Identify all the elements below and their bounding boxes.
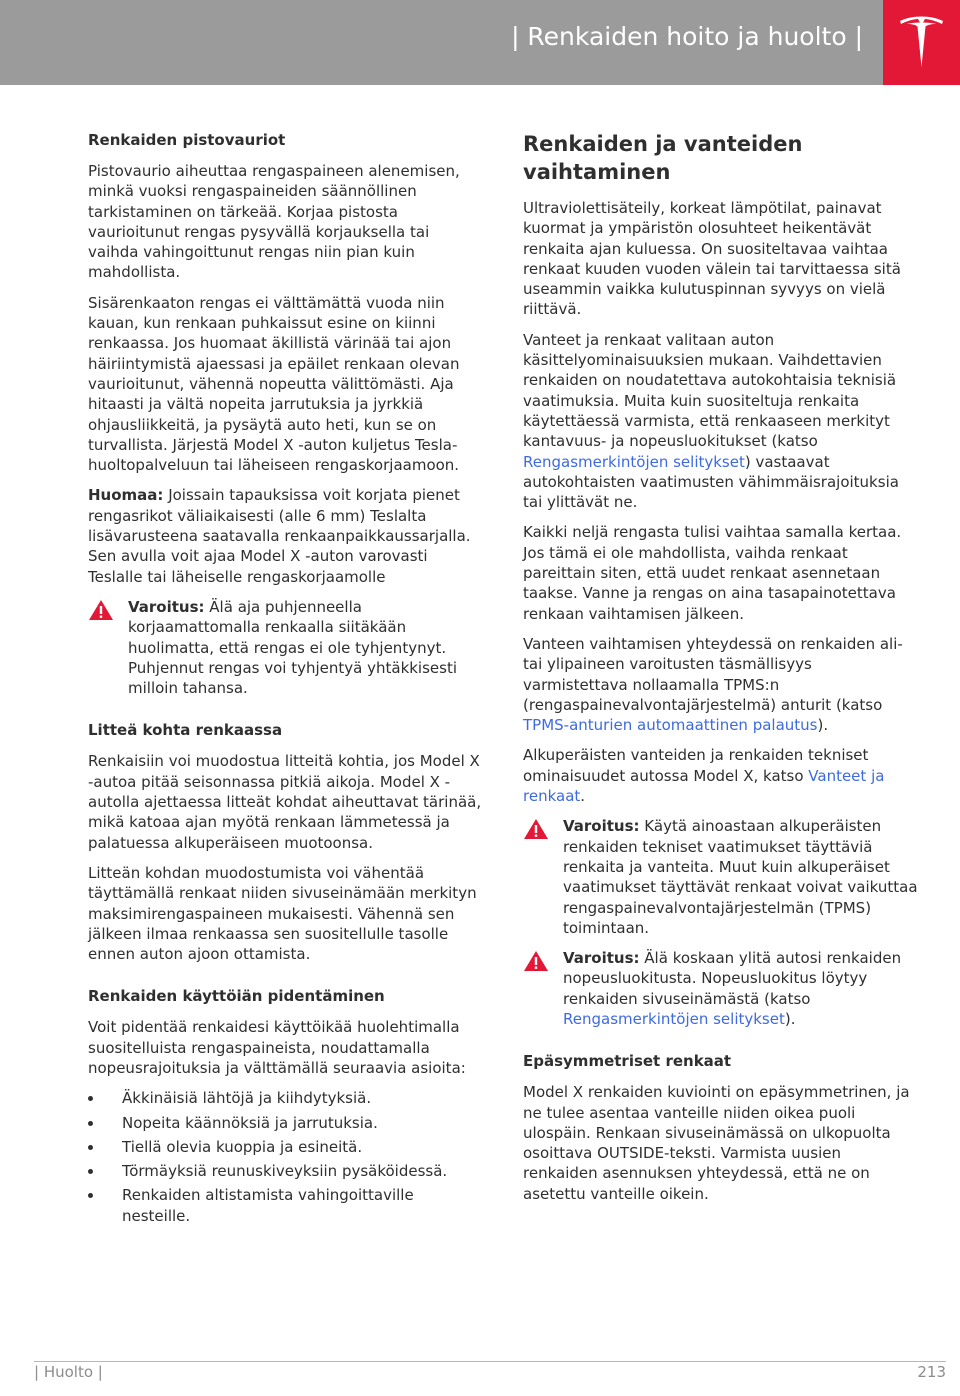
warning-text — [128, 597, 482, 698]
warning-body: Käytä ainoastaan alkuperäisten renkaiden tekniset vaatimukset täyttäviä renkaita ja vanteita. Muut kuin alkuperäiset vaatimukset täyttävät renkaat voivat vaikuttaa rengaspainevalvontajärjestelmän (TPMS) toimintaan. — [563, 817, 918, 937]
paragraph: Pistovaurio aiheuttaa rengaspaineen alenemisen, minkä vuoksi rengaspaineiden säännöllinen tarkistaminen on tärkeää. Korjaa pistosta vaurioitunut rengas pysyvällä korjauksella tai vaihda vahingoittunut rengas niin pian kuin mahdollista. — [88, 162, 460, 282]
section-heading-puncture: Renkaiden pistovauriot — [88, 131, 286, 149]
warning-triangle-icon — [523, 950, 549, 972]
bullet-list — [88, 1088, 482, 1226]
warning-block — [523, 948, 918, 1029]
tesla-logo-icon — [898, 15, 945, 69]
text-span: ). — [784, 1009, 796, 1028]
page-header-title: | Renkaiden hoito ja huolto | — [511, 22, 863, 51]
warning-body: Älä aja puhjenneella korjaamattomalla renkaalla siitäkään huolimatta, että rengas ei ole tyhjentynyt. Puhjennut rengas voi tyhjentyä yhtäkkisesti milloin tahansa. — [128, 597, 458, 698]
footer-divider — [34, 1361, 946, 1362]
footer-section-label: | Huolto | — [34, 1363, 103, 1381]
list-item: Törmäyksiä reunuskiveyksiin pysäköidessä. — [88, 1161, 482, 1181]
section-heading-asymmetric: Epäsymmetriset renkaat — [523, 1052, 732, 1071]
text-span: ). — [817, 716, 829, 735]
page-number: 213 — [917, 1363, 946, 1381]
warning-label: Varoitus: — [563, 817, 640, 836]
section-heading-flat-spot: Litteä kohta renkaassa — [88, 721, 283, 740]
warning-body: Älä koskaan ylitä autosi renkaiden nopeusluokitusta. Nopeusluokitus löytyy renkaiden sivuseinämästä (katso — [563, 949, 902, 1008]
section-heading-replacing: Renkaiden ja vanteiden vaihtaminen — [523, 132, 803, 184]
list-item: Tiellä olevia kuoppia ja esineitä. — [88, 1137, 482, 1157]
paragraph: Sisärenkaaton rengas ei välttämättä vuoda niin kauan, kun renkaan puhkaissut esine on kiinni renkaassa. Jos huomaat äkillistä värinää tai ajon häiriintymistä ajaessasi ja epäilet renkaan olevan vaurioitunut, vähennä nopeutta välittömästi. Aja hitaasti ja vältä nopeita jarrutuksia ja jyrkkiä ohjausliikkeitä, ja pysäytä auto heti, kun se on turvallista. Järjestä Model X -auton kuljetus Tesla-huoltopalveluun tai läheiseen rengaskorjaamoon. — [88, 293, 460, 475]
list-item: Nopeita käännöksiä ja jarrutuksia. — [88, 1113, 482, 1133]
list-item: Renkaiden altistamista vahingoittaville nesteille. — [88, 1185, 482, 1226]
paragraph: Litteän kohdan muodostumista voi vähentää täyttämällä renkaat niiden sivuseinämään merkityn maksimirengaspaineen mukaisesti. Vähennä sen jälkeen ilmaa renkaassa sen suositellulle tasolle ennen auton ajoon ottamista. — [88, 863, 477, 964]
list-item: Äkkinäisiä lähtöjä ja kiihdytyksiä. — [88, 1088, 482, 1108]
warning-label: Varoitus: — [563, 949, 640, 968]
section-heading-tire-life: Renkaiden käyttöiän pidentäminen — [88, 987, 385, 1006]
warning-block — [88, 597, 482, 698]
page-header-bar — [0, 0, 883, 85]
link-tire-markings[interactable]: Rengasmerkintöjen selitykset — [523, 452, 745, 471]
warning-label: Varoitus: — [128, 597, 205, 616]
brand-logo — [883, 0, 960, 85]
text-span: Vanteet ja renkaat valitaan auton käsittelyominaisuuksien mukaan. Vaihdettavien renkaiden on noudatettava autokohtaisia teknisiä vaatimuksia. Muita kuin suositeltuja renkaita käytettäessä varmista, että renkaaseen merkityt kantavuus- ja nopeusluokitukset (katso — [523, 330, 897, 451]
text-span: Alkuperäisten vanteiden ja renkaiden tekniset ominaisuudet autossa Model X, katso — [523, 746, 869, 785]
note-label: Huomaa: — [88, 486, 164, 505]
warning-text — [563, 816, 918, 938]
link-tire-markings[interactable]: Rengasmerkintöjen selitykset — [563, 1009, 785, 1028]
text-span: Vanteen vaihtamisen yhteydessä on renkaiden ali- tai ylipaineen varoitusten täsmällisyys varmistettava nollaamalla TPMS:n (rengaspainevalvontajärjestelmä) anturit (katso — [523, 634, 903, 714]
link-wheels-tires[interactable]: Vanteet ja renkaat — [523, 766, 885, 806]
right-column — [523, 130, 918, 1214]
note-text: Joissain tapauksissa voit korjata pienet rengasrikot väliaikaisesti (alle 6 mm) Teslalta lisävarusteena saatavalla renkaanpaikkaussarjalla. Sen avulla voit ajaa Model X -auton varovasti Teslalle tai läheiselle rengaskorjaamolle — [88, 486, 471, 586]
left-column — [88, 130, 482, 1230]
paragraph: Model X renkaiden kuviointi on epäsymmetrinen, ja ne tulee asentaa vanteille niiden oikea puoli ulospäin. Renkaan sivuseinämässä on ulkopuolta osoittava OUTSIDE-teksti. Varmista uusien renkaiden asennuksen yhteydessä, että ne on asetettu vanteille oikein. — [523, 1083, 910, 1203]
paragraph: Voit pidentää renkaidesi käyttöikää huolehtimalla suositelluista rengaspaineista, noudattamalla nopeusrajoituksia ja välttämällä seuraavia asioita: — [88, 1018, 466, 1077]
text-span: . — [580, 787, 586, 806]
warning-text — [563, 948, 918, 1029]
paragraph — [523, 745, 918, 806]
warning-triangle-icon — [88, 599, 114, 621]
link-tpms-reset[interactable]: TPMS-anturien automaattinen palautus — [523, 716, 818, 735]
note-paragraph — [88, 485, 482, 586]
text-span: ) vastaavat autokohtaisten vaatimusten vähimmäisrajoituksia tai ylittävät ne. — [523, 452, 899, 512]
paragraph: Kaikki neljä rengasta tulisi vaihtaa samalla kertaa. Jos tämä ei ole mahdollista, vaihda renkaat pareittain siten, että uudet renkaat asennetaan taakse. Vanne ja rengas on aina tasapainotettava renkaan vaihtamisen jälkeen. — [523, 523, 902, 623]
paragraph: Renkaisiin voi muodostua litteitä kohtia, jos Model X -autoa pitää seisonnassa pitkiä aikoja. Model X -autolla ajettaessa litteät kohdat aiheuttavat tärinää, mikä katoaa ajan myötä renkaan lämmetessä ja palatuessa alkuperäiseen muotoonsa. — [88, 752, 482, 852]
paragraph — [523, 634, 918, 735]
paragraph: Ultraviolettisäteily, korkeat lämpötilat, painavat kuormat ja ympäristön olosuhteet heikentävät renkaita ajan kuluessa. On suositeltavaa vaihtaa renkaat kuuden vuoden välein tai tarvittaessa sitä useammin vaikka kulutuspinnan syvyys on vielä riittävä. — [523, 199, 901, 319]
warning-block — [523, 816, 918, 938]
paragraph — [523, 330, 918, 513]
warning-triangle-icon — [523, 818, 549, 840]
